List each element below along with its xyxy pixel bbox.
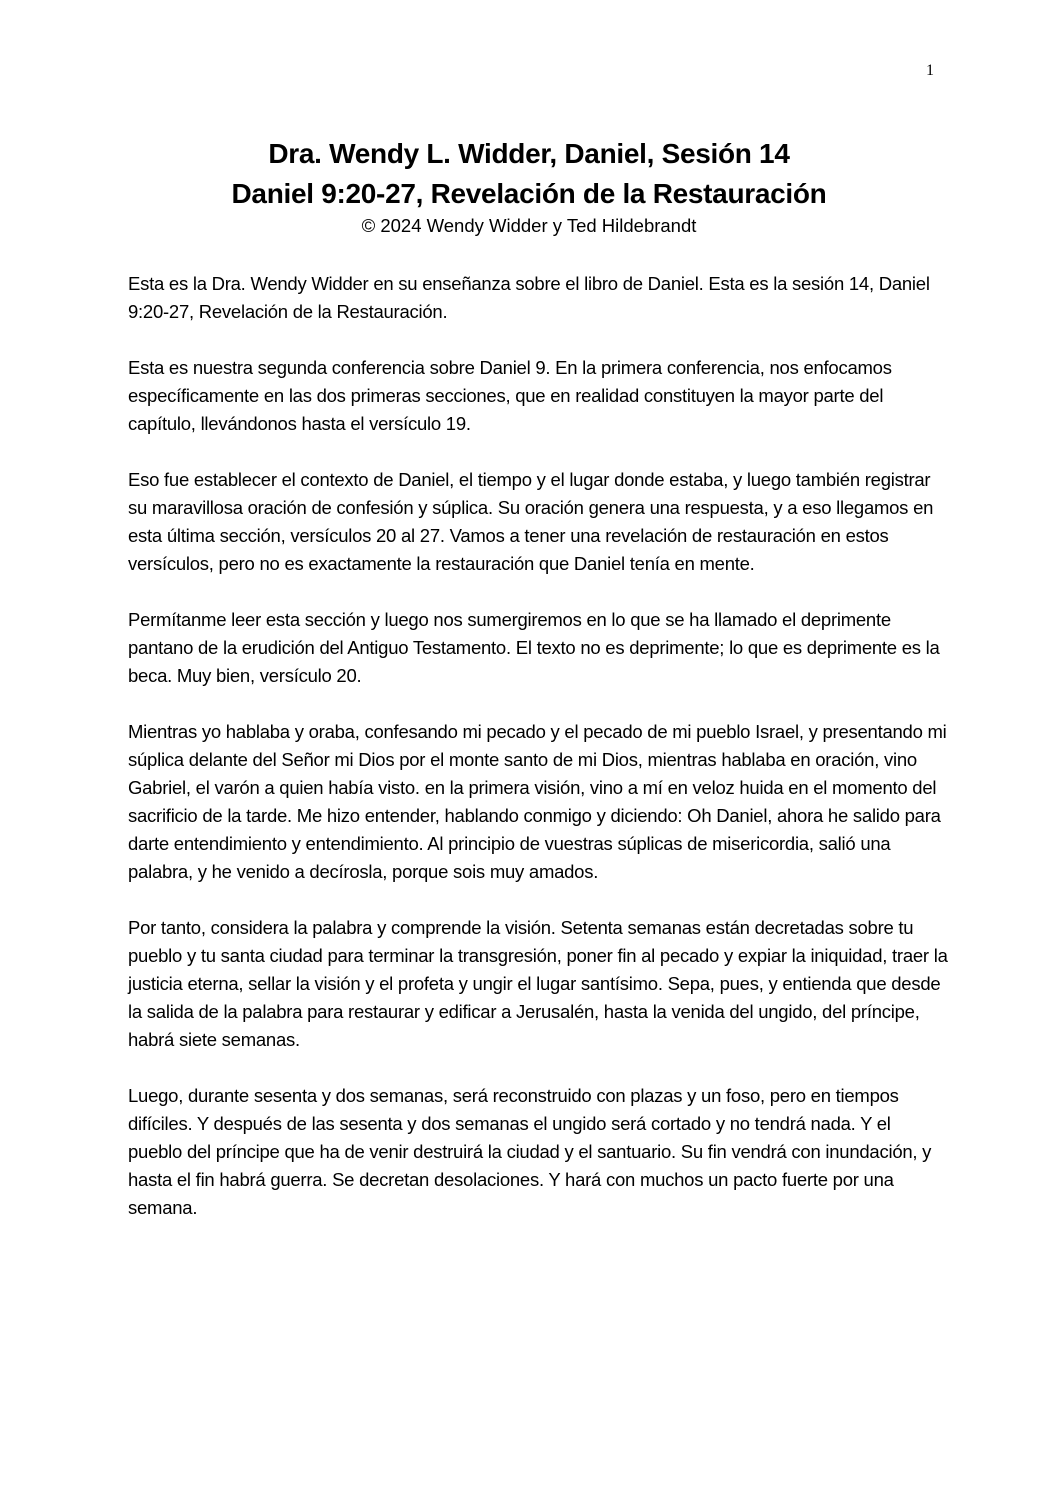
document-body: [128, 270, 948, 1250]
copyright-notice: © 2024 Wendy Widder y Ted Hildebrandt: [361, 215, 697, 236]
document-subtitle: Daniel 9:20-27, Revelación de la Restauración: [231, 178, 827, 209]
paragraph: Esta es nuestra segunda conferencia sobre Daniel 9. En la primera conferencia, nos enfocamos específicamente en las dos primeras secciones, que en realidad constituyen la mayor parte del capítulo, llevándonos hasta el versículo 19.: [128, 357, 892, 434]
paragraph: Esta es la Dra. Wendy Widder en su enseñanza sobre el libro de Daniel. Esta es la sesión 14, Daniel 9:20-27, Revelación de la Restauración.: [128, 273, 930, 322]
paragraph: Luego, durante sesenta y dos semanas, será reconstruido con plazas y un foso, pero en tiempos difíciles. Y después de las sesenta y dos semanas el ungido será cortado y no tendrá nada. Y el pueblo del príncipe que ha de venir destruirá la ciudad y el santuario. Su fin vendrá con inundación, y hasta el fin habrá guerra. Se decretan desolaciones. Y hará con muchos un pacto fuerte por una semana.: [128, 1085, 932, 1218]
page-number: 1: [926, 62, 934, 79]
paragraph: Eso fue establecer el contexto de Daniel, el tiempo y el lugar donde estaba, y luego también registrar su maravillosa oración de confesión y súplica. Su oración genera una respuesta, y a eso llegamos en esta última sección, versículos 20 al 27. Vamos a tener una revelación de restauración en estos versículos, pero no es exactamente la restauración que Daniel tenía en mente.: [128, 469, 934, 574]
document-header: [0, 134, 1058, 240]
paragraph: Mientras yo hablaba y oraba, confesando mi pecado y el pecado de mi pueblo Israel, y presentando mi súplica delante del Señor mi Dios por el monte santo de mi Dios, mientras hablaba en oración, vino Gabriel, el varón a quien había visto. en la primera visión, vino a mí en veloz huida en el momento del sacrificio de la tarde. Me hizo entender, hablando conmigo y diciendo: Oh Daniel, ahora he salido para darte entendimiento y entendimiento. Al principio de vuestras súplicas de misericordia, salió una palabra, y he venido a decírosla, porque sois muy amados.: [128, 721, 947, 882]
paragraph: Permítanme leer esta sección y luego nos sumergiremos en lo que se ha llamado el deprimente pantano de la erudición del Antiguo Testamento. El texto no es deprimente; lo que es deprimente es la beca. Muy bien, versículo 20.: [128, 609, 940, 686]
paragraph: Por tanto, considera la palabra y comprende la visión. Setenta semanas están decretadas sobre tu pueblo y tu santa ciudad para terminar la transgresión, poner fin al pecado y expiar la iniquidad, traer la justicia eterna, sellar la visión y el profeta y ungir el lugar santísimo. Sepa, pues, y entienda que desde la salida de la palabra para restaurar y edificar a Jerusalén, hasta la venida del ungido, del príncipe, habrá siete semanas.: [128, 917, 948, 1050]
document-title: Dra. Wendy L. Widder, Daniel, Sesión 14: [268, 138, 790, 169]
